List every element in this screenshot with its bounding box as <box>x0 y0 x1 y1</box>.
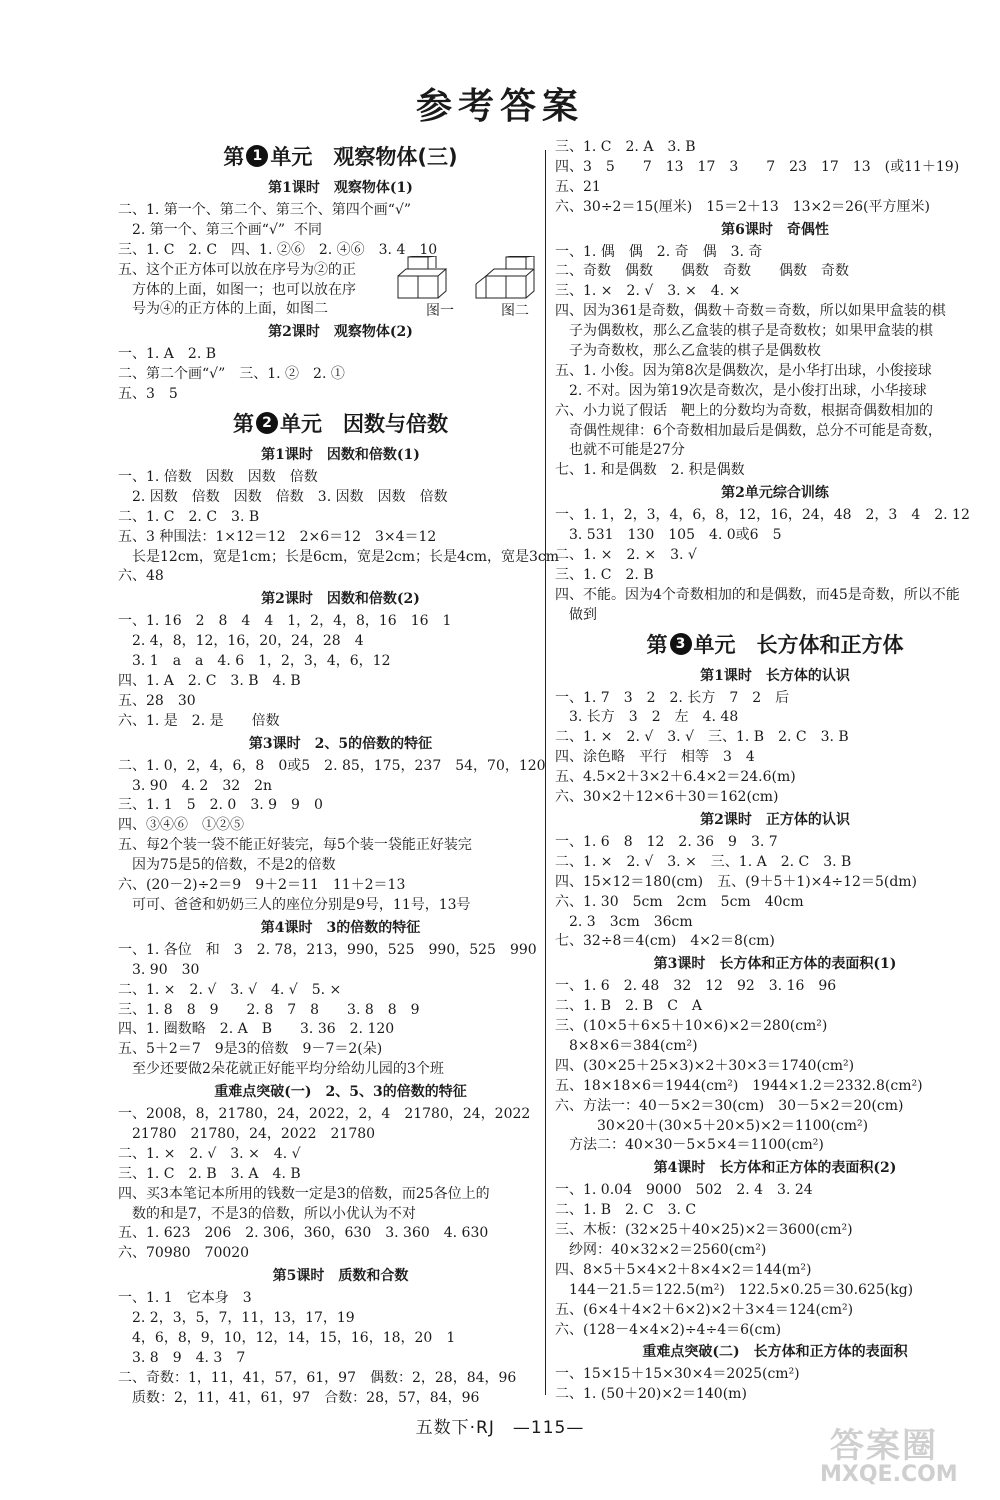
unit-prefix: 第 <box>233 412 254 437</box>
lesson-heading: 第4课时 长方体和正方体的表面积(2) <box>653 1160 897 1177</box>
answer-line: 六、30÷2＝15(厘米) 15＝2＋13 13×2＝26(平方厘米) <box>555 198 930 215</box>
answer-line: 四、因为361是奇数，偶数＋奇数＝奇数，所以如果甲盒装的棋 <box>555 303 946 320</box>
lesson-heading: 第1课时 观察物体(1) <box>268 180 413 196</box>
answer-line: 2. 不对。因为第19次是奇数次，是小俊打出球，小华接球 <box>569 382 927 399</box>
answer-line: 一、1. 1 它本身 3 <box>118 1290 252 1307</box>
answer-line: 3. 1 a a 4. 6 1，2，3，4，6，12 <box>132 653 391 670</box>
figure-one-drawing <box>398 256 446 298</box>
answer-line: 三、(10×5＋6×5＋10×6)×2＝280(cm²) <box>555 1018 828 1035</box>
cube-figure-drawings <box>396 256 546 300</box>
answer-line: 因为75是5的倍数，不是2的倍数 <box>132 857 336 874</box>
answer-line: 二、1. × 2. √ 3. √ 三、1. B 2. C 3. B <box>555 729 849 746</box>
answer-line: 六、1. 30 5cm 2cm 5cm 40cm <box>555 893 804 910</box>
watermark-logo <box>820 1418 990 1493</box>
answer-line: 2. 第一个、第三个画“√” 不同 <box>132 221 322 238</box>
answer-line: 三、1. × 2. √ 3. × 4. × <box>555 283 741 300</box>
answer-line: 子为奇数枚，那么乙盒装的棋子是偶数枚 <box>569 343 821 360</box>
answer-line: 可可、爸爸和奶奶三人的座位分别是9号，11号，13号 <box>132 896 471 913</box>
answer-line: 四、③④⑥ ①②⑤ <box>118 817 244 834</box>
answer-line: 一、1. 各位 和 3 2. 78，213，990，525 990，525 990 <box>118 941 537 958</box>
unit-title: 单元 观察物体(三) <box>270 145 458 169</box>
lesson-heading: 第1课时 因数和倍数(1) <box>261 447 420 464</box>
answer-line: 六、(20－2)÷2＝9 9＋2＝11 11＋2＝13 <box>118 877 406 894</box>
unit-heading <box>118 138 563 176</box>
unit-number-badge: 2 <box>256 412 278 434</box>
answer-line: 五、28 30 <box>118 692 196 709</box>
watermark-text: 答案圈 <box>830 1426 938 1466</box>
answer-line: 3. 90 4. 2 32 2n <box>132 777 273 794</box>
answer-line: 六、30×2＋12×6＋30＝162(cm) <box>555 789 779 806</box>
answer-line: 号为④的正方体的上面，如图二 <box>132 301 328 318</box>
answer-line: 二、1. (50＋20)×2＝140(m) <box>555 1386 747 1403</box>
answer-line: 也就不可能是27分 <box>569 442 685 459</box>
answer-line: 奇偶性规律：6个奇数相加最后是偶数，总分不可能是奇数， <box>569 422 942 439</box>
answer-line: 一、1. 倍数 因数 因数 倍数 <box>118 469 318 486</box>
answer-line: 二、1. × 2. √ 3. √ 4. √ 5. × <box>118 981 342 998</box>
answer-line: 一、1. 6 2. 48 32 12 92 3. 16 96 <box>555 978 837 995</box>
answer-line: 二、1. × 2. × 3. √ <box>555 547 697 564</box>
answer-line: 三、1. 8 8 9 2. 8 7 8 3. 8 8 9 <box>118 1001 420 1018</box>
answer-line: 数的和是7，不是3的倍数，所以小优认为不对 <box>132 1205 416 1222</box>
unit-title: 单元 因数与倍数 <box>280 412 448 437</box>
page-footer: 五数下·RJ —115— <box>415 1418 585 1438</box>
answer-line: 四、涂色略 平行 相等 3 4 <box>555 749 755 766</box>
answer-line: 一、2008，8，21780，24，2022，2，4 21780，24，2022 <box>118 1106 531 1123</box>
right-column <box>555 138 995 1405</box>
answer-line: 30×20＋(30×5＋20×5)×2＝1100(cm²) <box>583 1117 869 1134</box>
answer-line: 三、1. C 2. B 3. A 4. B <box>118 1165 301 1182</box>
answer-line: 四、1. 圈数略 2. A B 3. 36 2. 120 <box>118 1021 395 1038</box>
answer-line: 二、1. B 2. B C A <box>555 998 703 1015</box>
answer-line: 五、每2个装一袋不能正好装完，每5个装一袋能正好装完 <box>118 837 472 854</box>
answer-line: 七、32÷8＝4(cm) 4×2＝8(cm) <box>555 933 775 950</box>
answer-line: 二、1. × 2. √ 3. × 三、1. A 2. C 3. B <box>555 853 852 870</box>
answer-line: 做到 <box>569 606 597 623</box>
answer-line: 二、1. × 2. √ 3. × 4. √ <box>118 1145 301 1162</box>
lesson-heading: 第2课时 因数和倍数(2) <box>261 591 420 608</box>
answer-line: 六、48 <box>118 568 164 585</box>
lesson-heading: 第2单元综合训练 <box>721 485 829 502</box>
answer-line: 五、(6×4＋4×2＋6×2)×2＋3×4＝124(cm²) <box>555 1301 854 1318</box>
left-column <box>118 138 563 1409</box>
answer-line: 三、1. C 2. C 四、1. ②⑥ 2. ④⑥ 3. 4 10 <box>118 241 438 258</box>
answer-line: 五、4.5×2＋3×2＋6.4×2＝24.6(m) <box>555 769 796 786</box>
answer-line: 一、15×15＋15×30×4＝2025(cm²) <box>555 1366 800 1383</box>
answer-line: 长是12cm，宽是1cm；长是6cm，宽是2cm；长是4cm，宽是3cm <box>132 548 560 565</box>
answer-line: 五、1. 623 206 2. 306，360，630 3. 360 4. 630 <box>118 1225 489 1242</box>
answer-line: 质数：2，11，41，61，97 合数：28，57，84，96 <box>132 1389 480 1406</box>
answer-line: 三、1. C 2. A 3. B <box>555 139 696 155</box>
figure-two-label: 图二 <box>501 303 529 319</box>
unit-prefix: 第 <box>223 145 245 169</box>
answer-line: 一、1. 16 2 8 4 4 1，2，4，8，16 16 1 <box>118 613 452 630</box>
unit-number-badge: 3 <box>670 633 692 655</box>
answer-line: 一、1. A 2. B <box>118 346 217 363</box>
watermark-url: MXQE.COM <box>820 1462 958 1487</box>
answer-line: 三、木板：(32×25＋40×25)×2＝3600(cm²) <box>555 1222 853 1239</box>
answer-line: 3. 8 9 4. 3 7 <box>132 1349 246 1366</box>
lesson-heading: 重难点突破(二) 长方体和正方体的表面积 <box>642 1344 908 1361</box>
figure-one-label: 图一 <box>426 303 454 319</box>
answer-line: 二、1. 0，2，4，6，8 0或5 2. 85，175，237 54，70，120 <box>118 757 546 774</box>
answer-line: 一、1. 偶 偶 2. 奇 偶 3. 奇 <box>555 243 763 260</box>
lesson-heading: 第6课时 奇偶性 <box>721 221 829 238</box>
lesson-heading: 第5课时 质数和合数 <box>272 1268 409 1285</box>
answer-line: 四、不能。因为4个奇数相加的和是偶数，而45是奇数，所以不能 <box>555 586 960 603</box>
lesson-heading: 第1课时 长方体的认识 <box>700 667 850 684</box>
answer-line: 五、18×18×6＝1944(cm²) 1944×1.2＝2332.8(cm²) <box>555 1077 923 1094</box>
answer-line: 六、70980 70020 <box>118 1245 250 1262</box>
answer-line: 2. 4，8，12，16，20，24，28 4 <box>132 633 364 650</box>
answer-line: 4，6，8，9，10，12，14，15，16，18，20 1 <box>132 1329 456 1346</box>
answer-line: 一、1. 6 8 12 2. 36 9 3. 7 <box>555 833 778 850</box>
figure-two-drawing <box>476 256 534 298</box>
unit-title: 单元 长方体和正方体 <box>693 632 904 657</box>
answer-line: 3. 90 30 <box>132 961 200 978</box>
answer-line: 至少还要做2朵花就正好能平均分给幼儿园的3个班 <box>132 1061 444 1078</box>
answer-line: 3. 长方 3 2 左 4. 48 <box>569 709 739 726</box>
answer-line: 七、1. 和是偶数 2. 积是偶数 <box>555 462 745 479</box>
answer-line: 二、第二个画“√” 三、1. ② 2. ① <box>118 366 345 383</box>
answer-line: 五、3 种围法：1×12＝12 2×6＝12 3×4＝12 <box>118 528 437 545</box>
answer-line: 五、这个正方体可以放在序号为②的正 <box>118 261 356 278</box>
answer-line: 四、(30×25＋25×3)×2＋30×3＝1740(cm²) <box>555 1057 855 1074</box>
answer-line: 六、(128－4×4×2)÷4÷4＝6(cm) <box>555 1321 782 1338</box>
answer-line: 四、8×5＋5×4×2＋8×4×2＝144(m²) <box>555 1261 812 1278</box>
answer-line: 三、1. C 2. B <box>555 566 654 583</box>
answer-line: 六、方法一：40－5×2＝30(cm) 30－5×2＝20(cm) <box>555 1097 904 1114</box>
answer-line: 方体的上面，如图一；也可以放在序 <box>132 281 356 298</box>
answer-line: 四、1. A 2. C 3. B 4. B <box>118 673 301 690</box>
unit-prefix: 第 <box>646 632 668 657</box>
lesson-heading: 第4课时 3的倍数的特征 <box>260 919 421 936</box>
answer-line: 子为偶数枚，那么乙盒装的棋子是奇数枚；如果甲盒装的棋 <box>569 323 933 340</box>
cube-figures <box>396 256 546 318</box>
answer-line: 三、1. 1 5 2. 0 3. 9 9 0 <box>118 797 323 814</box>
answer-line: 五、21 <box>555 178 601 195</box>
answer-line: 二、1. C 2. C 3. B <box>118 508 260 525</box>
page-title: 参考答案 <box>415 86 584 127</box>
answer-line: 四、3 5 7 13 17 3 7 23 17 13 (或11＋19) <box>555 158 960 175</box>
answer-line: 一、1. 0.04 9000 502 2. 4 3. 24 <box>555 1182 813 1199</box>
unit-heading <box>118 405 563 443</box>
answer-line: 2. 3 3cm 36cm <box>569 913 693 930</box>
unit-heading <box>555 626 995 664</box>
answer-line: 二、奇数：1，11，41，57，61，97 偶数：2，28，84，96 <box>118 1369 517 1386</box>
lesson-heading: 第3课时 2、5的倍数的特征 <box>248 735 433 752</box>
answer-line: 五、5＋2＝7 9是3的倍数 9－7＝2(朵) <box>118 1041 383 1058</box>
answer-line: 二、奇数 偶数 偶数 奇数 偶数 奇数 <box>555 263 849 280</box>
answer-line: 六、小力说了假话 靶上的分数均为奇数，根据奇偶数相加的 <box>555 402 933 419</box>
lesson-heading: 重难点突破(一) 2、5、3的倍数的特征 <box>214 1084 467 1101</box>
answer-line: 六、1. 是 2. 是 倍数 <box>118 712 280 729</box>
lesson-heading: 第2课时 观察物体(2) <box>268 324 413 341</box>
lesson-heading: 第2课时 正方体的认识 <box>700 811 850 828</box>
answer-line: 一、1. 1，2，3，4，6，8，12，16，24，48 2，3 4 2. 12 <box>555 507 970 524</box>
answer-line: 21780 21780，24，2022 21780 <box>132 1125 376 1142</box>
answer-line: 二、1. 第一个、第二个、第三个、第四个画“√” <box>118 202 412 218</box>
answer-line: 144－21.5＝122.5(m²) 122.5×0.25＝30.625(kg) <box>569 1281 914 1298</box>
lesson-heading: 第3课时 长方体和正方体的表面积(1) <box>653 956 897 973</box>
unit-number-badge: 1 <box>246 145 268 167</box>
answer-line: 8×8×6＝384(cm²) <box>569 1037 698 1054</box>
answer-line: 四、15×12＝180(cm) 五、(9＋5＋1)×4÷12＝5(dm) <box>555 873 918 890</box>
answer-line: 一、1. 7 3 2 2. 长方 7 2 后 <box>555 689 790 706</box>
answer-line: 四、买3本笔记本所用的钱数一定是3的倍数，而25各位上的 <box>118 1185 490 1202</box>
answer-line: 五、1. 小俊。因为第8次是偶数次，是小华打出球，小俊接球 <box>555 362 932 379</box>
answer-line: 方法二：40×30－5×5×4＝1100(cm²) <box>569 1137 824 1154</box>
answer-line: 五、3 5 <box>118 386 178 403</box>
answer-line: 纱网：40×32×2＝2560(cm²) <box>569 1241 767 1258</box>
answer-line: 3. 531 130 105 4. 0或6 5 <box>569 527 782 544</box>
answer-line: 2. 因数 倍数 因数 倍数 3. 因数 因数 倍数 <box>132 488 448 505</box>
answer-line: 二、1. B 2. C 3. C <box>555 1202 697 1219</box>
answer-line: 2. 2，3，5，7，11，13，17，19 <box>132 1310 355 1327</box>
